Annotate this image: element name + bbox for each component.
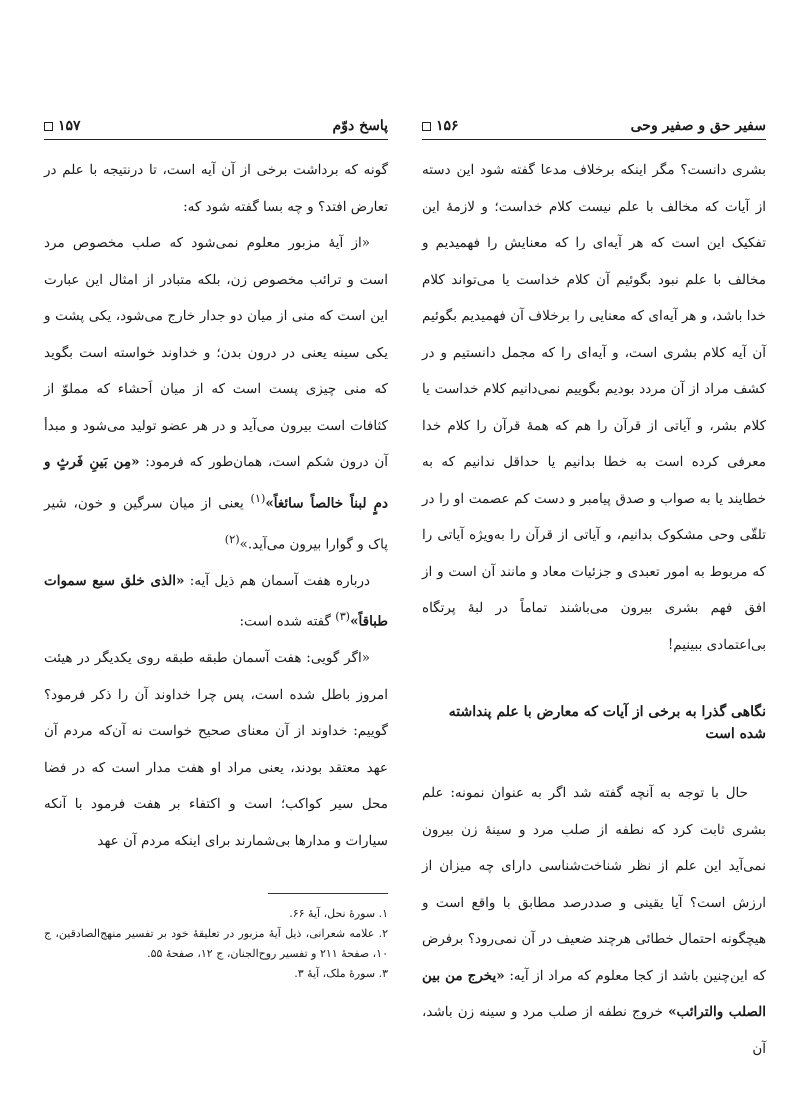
page-number-block xyxy=(44,118,81,134)
page-number-block xyxy=(422,118,459,134)
body-paragraph: گونه که برداشت برخی از آن آیه است، تا درنتیجه با علم در تعارض افتد؟ و چه بسا گفته شود که: xyxy=(44,162,388,215)
quran-quote: «یخرج من بین الصلب والترائب» xyxy=(422,967,767,1020)
quran-quote: «مِن بَینِ فَرثٍ و دمٍ لبناً خالصاً سائغاً» xyxy=(44,454,388,511)
footnote-ref[interactable]: (۳) xyxy=(335,610,351,623)
body-paragraph xyxy=(44,563,388,641)
left-page-header xyxy=(44,118,388,140)
body-paragraph: بشری دانست؟ مگر اینکه برخلاف مدعا گفته شود این دسته از آیات که مخالف با علم نیست کلام خداست؛ و لازمهٔ این تفکیک این است که هر آیه‌ای را که معنایش را فهمیدیم و مخالف با علم نبود بگوئیم آن کلام خداست یا می‌تواند کلام خدا باشد، و هر آیه‌ای که معنایی را برخلاف آن فهمیدیم بگوئیم آن آیه کلام بشری است، و آیه‌ای را که مجمل دانستیم و در کشف مراد از آن مردد بودیم بگوییم نمی‌دانیم کلام خداست یا کلام بشر، و آیاتی از قرآن را هم که همهٔ قرآن را کلام خدا معرفی کرده است به خطا بدانیم یا حداقل ندانیم که به خطایند یا به صواب و صدق پیامبر و دست کم عصمت او را در تلقّی وحی مشکوک بدانیم، و آیاتی از قرآن را به‌ویژه آیاتی را که مربوط به امور تعبدی و جزئیات معاد و مانند آن است و از افق فهم بشری بیرون می‌باشند تماماً در لبهٔ پرتگاه بی‌اعتمادی ببینیم! xyxy=(422,162,766,653)
right-page xyxy=(422,118,766,1067)
page-number: ۱۵۶ xyxy=(436,118,459,134)
footnote: ۳. سورهٔ ملک، آیهٔ ۳. xyxy=(294,967,388,980)
square-box-icon xyxy=(44,122,53,131)
running-head: سفیر حق و صفیر وحی xyxy=(630,118,766,134)
footnote-ref[interactable]: (۱) xyxy=(250,491,266,505)
paragraph-text: خروج نطفه از صلب مرد و سینه زن باشد، آن xyxy=(422,1004,766,1057)
paragraph-text: درباره هفت آسمان هم ذیل آیه: xyxy=(189,572,370,589)
footnote: ۲. علامه شعرانی، ذیل آیهٔ مزبور در تعلیقهٔ خود بر تفسیر منهج‌الصادقین، ج ۱۰، صفحهٔ ۲۱۱ و تفسیر روح‌الجنان، ج ۱۲، صفحهٔ ۵۵. xyxy=(44,927,388,960)
paragraph-text: حال با توجه به آنچه گفته شد اگر به عنوان نمونه: علم بشری ثابت کرد که نطفه از صلب مرد و سینهٔ زن بیرون نمی‌آید این علم از نظر شناخت‌شناسی دارای چه میزان از ارزش است؟ آیا یقینی و صددرصد مطابق با واقع است و هیچگونه احتمال خطائی هرچند ضعیف در آن نمی‌رود؟ برفرض که این‌چنین باشد از کجا معلوم که مراد از آیه: xyxy=(422,785,766,984)
body-paragraph xyxy=(422,775,766,1067)
paragraph-text: یعنی از میان سرگین و خون، شیر پاک و گوارا بیرون می‌آید.» xyxy=(44,495,388,552)
body-paragraph: «اگر گویی: هفت آسمان طبقه طبقه روی یکدیگر در هیئت امروز باطل شده است، پس چرا خداوند آن را ذکر فرمود؟ گوییم: خداوند از آن معنای صحیح خواست نه آن‌که مردم آن عهد معتقد بودند، یعنی مراد او هفت مدار است که در فضا محل سیر کواکب؛ است و اکتفاء بر هفت فرمود با آنکه سیارات و مدارها بی‌شمارند برای اینکه مردم آن عهد xyxy=(44,650,388,849)
paragraph-text: «از آیهٔ مزبور معلوم نمی‌شود که صلب مخصوص مرد است و ترائب مخصوص زن، بلکه متبادر از امثال این عبارت این است که منی از میان دو جدار خارج می‌شود، یکی پشت و یکی سینه یعنی در درون بدن؛ و خداوند خواسته است بگوید که منی چیزی پست است که از میان اَحشاء که مملوّ از کثافات است بیرون می‌آید و در هر عضو تولید می‌شود و مبدأ آن درون شکم است، همان‌طور که فرمود: xyxy=(44,235,388,470)
running-head: پاسخ دوّم xyxy=(332,118,388,134)
section-heading: نگاهی گذرا به برخی از آیات که معارض با علم پنداشته شده است xyxy=(448,704,766,742)
body-paragraph xyxy=(44,225,388,563)
paragraph-text: گفته شده است: xyxy=(239,613,331,630)
quran-quote: «الذی خلق سبع سموات طباقاً» xyxy=(44,572,388,630)
square-box-icon xyxy=(422,122,431,131)
page-number: ۱۵۷ xyxy=(58,118,81,134)
footnote: ۱. سورهٔ نحل، آیهٔ ۶۶. xyxy=(289,907,388,920)
right-page-header xyxy=(422,118,766,140)
footnote-ref[interactable]: (۲) xyxy=(224,532,240,546)
left-page xyxy=(44,118,388,984)
footnote-divider xyxy=(268,893,388,894)
